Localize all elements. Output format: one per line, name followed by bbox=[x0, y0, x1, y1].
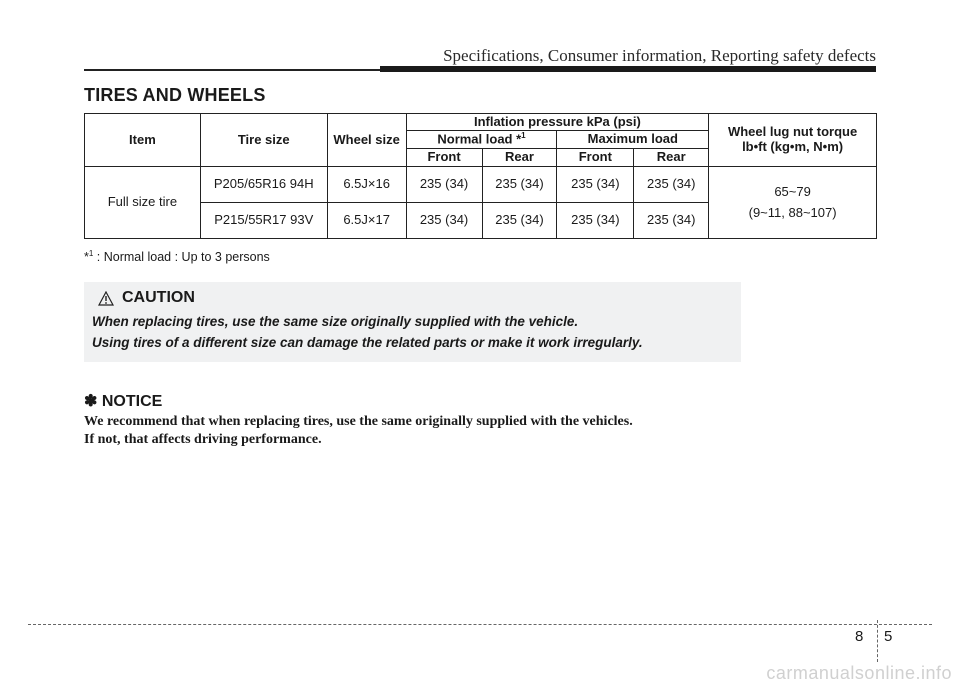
normal-load-label: Normal load * bbox=[437, 131, 522, 147]
header-normal-front: Front bbox=[406, 149, 482, 167]
footnote bbox=[84, 249, 270, 264]
caution-heading bbox=[98, 289, 195, 307]
cell-normal-rear: 235 (34) bbox=[482, 203, 557, 239]
cell-max-front: 235 (34) bbox=[557, 167, 634, 203]
header-tire-size: Tire size bbox=[200, 114, 327, 167]
header-torque-line2: lb•ft (kg•m, N•m) bbox=[742, 139, 844, 154]
cell-max-rear: 235 (34) bbox=[634, 167, 709, 203]
cell-normal-front: 235 (34) bbox=[406, 167, 482, 203]
header-max-rear: Rear bbox=[634, 149, 709, 167]
footnote-sup: 1 bbox=[88, 249, 94, 258]
notice-body bbox=[84, 413, 784, 449]
notice-line-1: We recommend that when replacing tires, use the same originally supplied with the vehicles. bbox=[84, 414, 633, 429]
torque-value-ftlb: 65~79 bbox=[774, 183, 811, 199]
cell-normal-front: 235 (34) bbox=[406, 203, 482, 239]
header-lug-nut-torque bbox=[709, 114, 877, 167]
footnote-text: : Normal load : Up to 3 persons bbox=[93, 250, 270, 265]
chapter-number: 8 bbox=[855, 628, 864, 645]
caution-title: CAUTION bbox=[122, 289, 195, 306]
header-normal-rear: Rear bbox=[482, 149, 557, 167]
cell-tire-size: P215/55R17 93V bbox=[200, 203, 327, 239]
header-inflation-pressure: Inflation pressure kPa (psi) bbox=[406, 114, 709, 131]
header-max-front: Front bbox=[557, 149, 634, 167]
header-maximum-load: Maximum load bbox=[557, 131, 709, 149]
cell-tire-size: P205/65R16 94H bbox=[200, 167, 327, 203]
cell-wheel-size: 6.5J×17 bbox=[327, 203, 406, 239]
cell-lug-nut-torque bbox=[709, 167, 877, 239]
cell-normal-rear: 235 (34) bbox=[482, 167, 557, 203]
header-title: Specifications, Consumer information, Reporting safety defects bbox=[443, 46, 876, 65]
caution-line-1: When replacing tires, use the same size originally supplied with the vehicle. bbox=[92, 314, 579, 329]
table-row bbox=[85, 167, 877, 203]
header-torque-line1: Wheel lug nut torque bbox=[727, 124, 858, 140]
page-number: 5 bbox=[884, 628, 893, 645]
cell-max-rear: 235 (34) bbox=[634, 203, 709, 239]
notice-heading: ✽ NOTICE bbox=[84, 393, 163, 410]
footnote-mark: * bbox=[84, 250, 89, 265]
caution-line-2: Using tires of a different size can damage the related parts or make it work irregularly. bbox=[92, 335, 643, 350]
header-normal-load bbox=[406, 131, 557, 149]
cell-max-front: 235 (34) bbox=[557, 203, 634, 239]
header-rule-accent bbox=[380, 66, 876, 72]
caution-box bbox=[84, 282, 741, 362]
section-title: TIRES AND WHEELS bbox=[84, 85, 266, 105]
watermark: carmanualsonline.info bbox=[766, 663, 952, 683]
row-label-full-size-tire: Full size tire bbox=[85, 167, 201, 239]
page-number-divider bbox=[877, 620, 878, 662]
header-item: Item bbox=[85, 114, 201, 167]
notice-line-2: If not, that affects driving performance. bbox=[84, 432, 322, 447]
tires-wheels-table bbox=[84, 113, 877, 239]
warning-triangle-icon bbox=[98, 291, 114, 306]
header-wheel-size: Wheel size bbox=[327, 114, 406, 167]
cell-wheel-size: 6.5J×16 bbox=[327, 167, 406, 203]
normal-load-footnote-mark: 1 bbox=[521, 131, 526, 141]
footer-divider bbox=[28, 624, 932, 625]
torque-value-metric: (9~11, 88~107) bbox=[748, 204, 837, 220]
